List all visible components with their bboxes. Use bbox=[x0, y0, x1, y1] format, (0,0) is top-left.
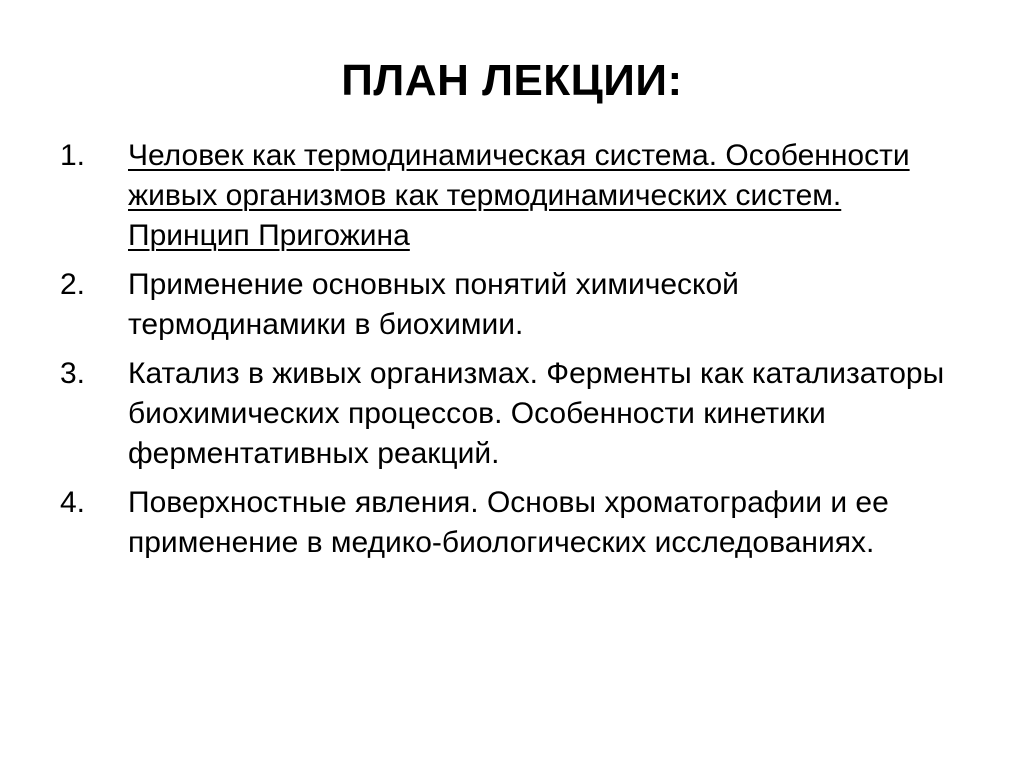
list-item bbox=[0, 354, 1024, 474]
list-item-number: 3. bbox=[60, 357, 86, 390]
list-item bbox=[0, 265, 1024, 345]
list-item-text: Поверхностные явления. Основы хроматографии и ее применение в медико-биологических исследованиях. bbox=[128, 486, 889, 559]
list-item bbox=[0, 136, 1024, 256]
list-item-number: 1. bbox=[60, 139, 86, 172]
list-item-number: 2. bbox=[60, 268, 86, 301]
lecture-plan-list bbox=[0, 136, 1024, 572]
list-item-number: 4. bbox=[60, 486, 86, 519]
list-item-text: Катализ в живых организмах. Ферменты как катализаторы биохимических процессов. Особенности кинетики ферментативных реакций. bbox=[128, 357, 945, 470]
page-title: ПЛАН ЛЕКЦИИ: bbox=[341, 56, 683, 105]
list-item bbox=[0, 483, 1024, 563]
list-item-text[interactable]: Человек как термодинамическая система. Особенности живых организмов как термодинамических систем. Принцип Пригожина bbox=[128, 139, 910, 252]
list-item-text: Применение основных понятий химической термодинамики в биохимии. bbox=[128, 268, 739, 341]
